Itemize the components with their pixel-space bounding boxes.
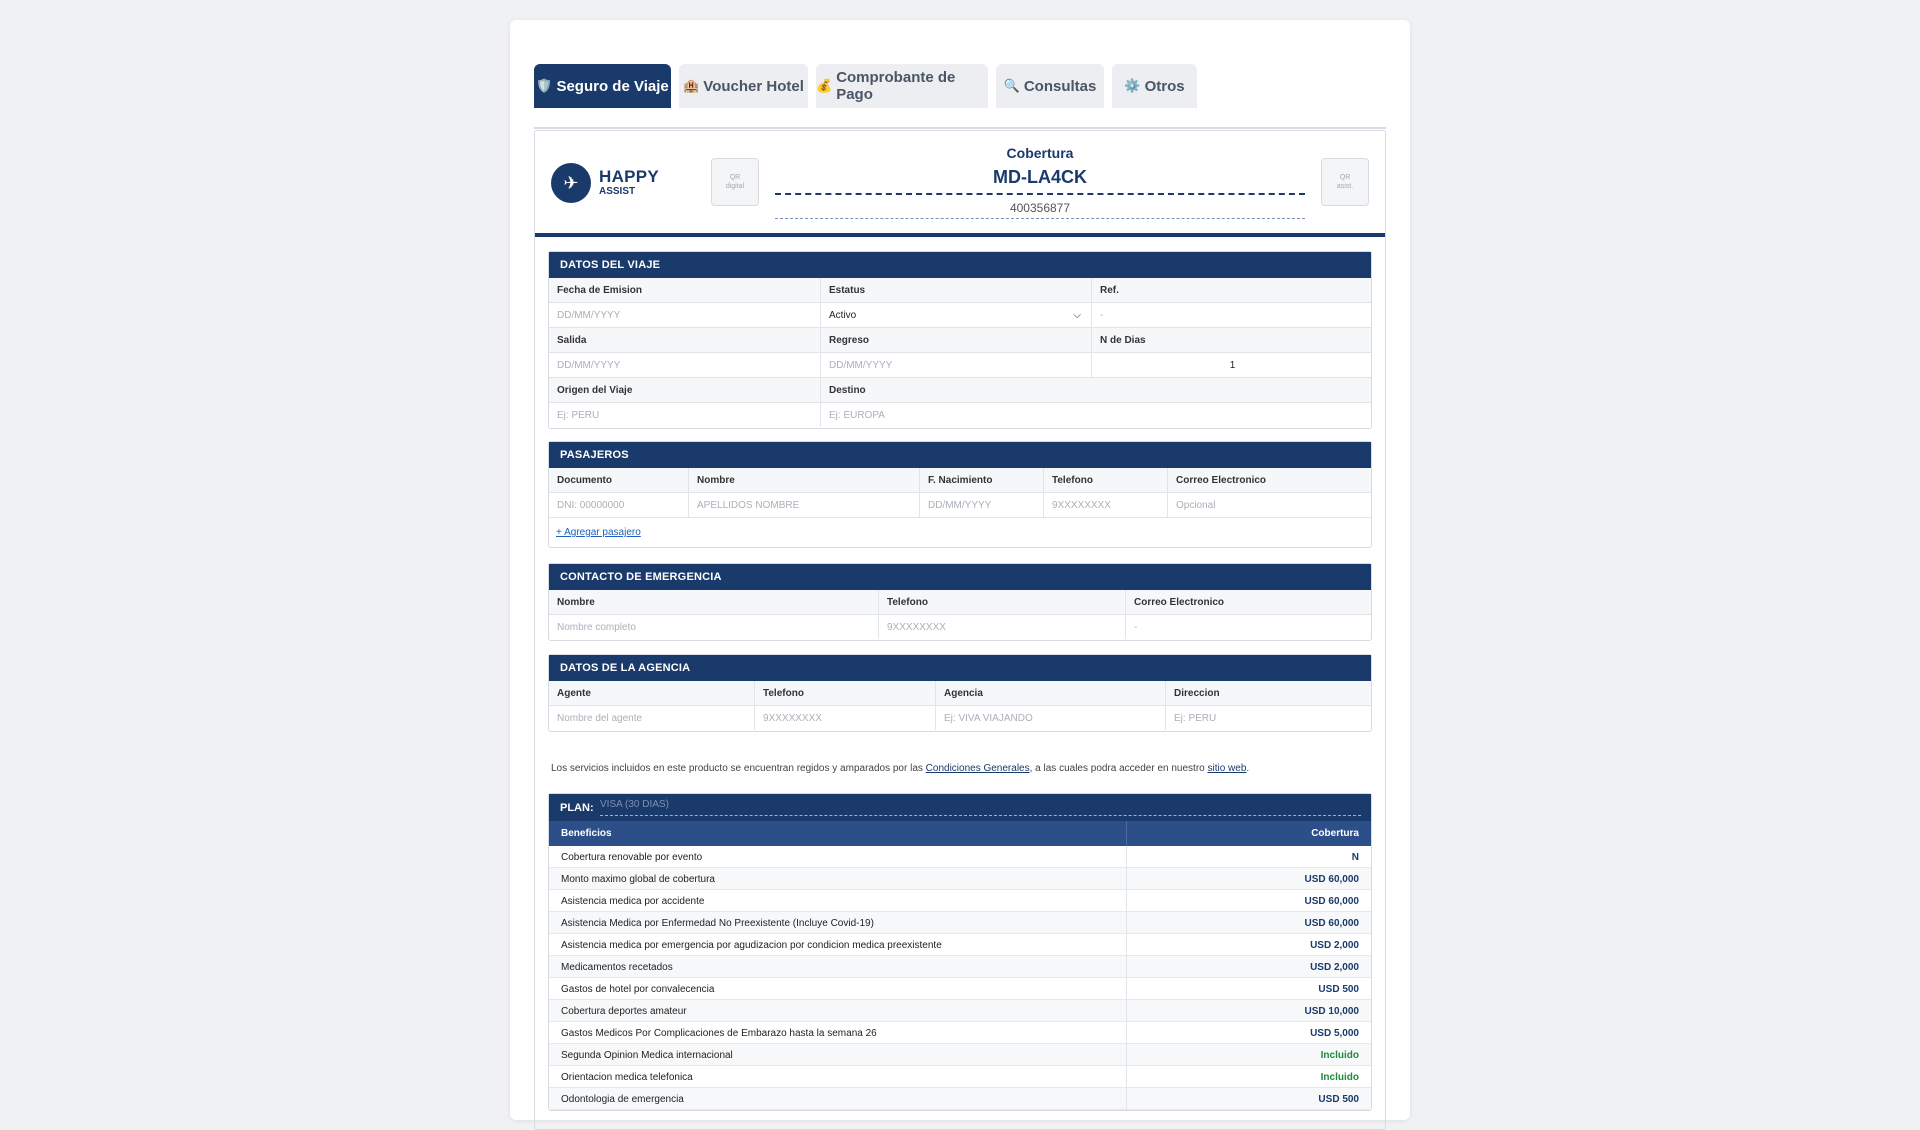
chevron-down-icon: ⌵ (1073, 309, 1081, 321)
benefit-row (549, 1088, 1371, 1110)
section-title: DATOS DEL VIAJE (549, 252, 1371, 278)
tab-seguro-de-viaje[interactable] (534, 64, 671, 108)
days-input[interactable]: 1 (1229, 359, 1236, 371)
benefit-coverage: USD 500 (1318, 984, 1359, 995)
coverage-number[interactable]: 400356877 (775, 201, 1305, 219)
tab-label: Otros (1144, 77, 1185, 95)
contact-phone-label: Telefono (879, 590, 1126, 614)
agency-name-label: Agencia (936, 681, 1166, 705)
airplane-icon: ✈ (551, 163, 591, 203)
benefit-row (549, 1044, 1371, 1066)
passenger-row (549, 493, 1371, 518)
status-value: Activo (829, 309, 857, 321)
general-conditions-link[interactable]: Condiciones Generales (925, 763, 1030, 774)
contact-name-input[interactable]: Nombre completo (549, 615, 879, 639)
tab-label: Consultas (1023, 77, 1097, 95)
passengers-section (548, 441, 1372, 548)
phone-label: Telefono (1044, 468, 1168, 492)
status-label: Estatus (821, 278, 1092, 302)
add-passenger-link[interactable]: + Agregar pasajero (556, 527, 641, 538)
destination-input[interactable]: Ej: EUROPA (829, 409, 885, 421)
origin-input[interactable]: Ej: PERU (549, 403, 821, 427)
contact-email-input[interactable]: - (1134, 621, 1138, 633)
hotel-icon: 🏨 (683, 78, 700, 93)
magnifier-icon: 🔍 (1003, 78, 1020, 93)
tab-label: Seguro de Viaje (556, 77, 669, 95)
trip-data-section (548, 251, 1372, 429)
document-card (510, 20, 1410, 1120)
benefit-name: Orientacion medica telefonica (561, 1072, 693, 1083)
website-link[interactable]: sitio web (1207, 763, 1247, 774)
benefit-name: Segunda Opinion Medica internacional (561, 1050, 733, 1061)
qr-digital-placeholder: QR digital (711, 158, 759, 206)
note-text: , a las cuales podra acceder en nuestro (1029, 763, 1208, 774)
return-input[interactable]: DD/MM/YYYY (821, 353, 1092, 377)
logo-subtitle: ASSIST (599, 186, 636, 197)
label-row (549, 681, 1371, 706)
section-title: CONTACTO DE EMERGENCIA (549, 564, 1371, 590)
benefit-row (549, 1022, 1371, 1044)
benefit-name: Cobertura renovable por evento (561, 852, 703, 863)
benefit-coverage: USD 2,000 (1310, 940, 1359, 951)
address-label: Direccion (1174, 687, 1220, 699)
tab-voucher-hotel[interactable] (679, 64, 808, 108)
benefit-coverage: USD 5,000 (1310, 1028, 1359, 1039)
birthdate-label: F. Nacimiento (920, 468, 1044, 492)
benefits-header-row (549, 821, 1371, 846)
note-text: . (1246, 763, 1250, 774)
birthdate-input[interactable]: DD/MM/YYYY (920, 493, 1044, 517)
ref-input[interactable]: - (1100, 309, 1104, 321)
plan-section (548, 793, 1372, 1111)
section-title: DATOS DE LA AGENCIA (549, 655, 1371, 681)
benefit-row (549, 1066, 1371, 1088)
benefit-coverage: USD 60,000 (1304, 896, 1359, 907)
plan-header (549, 794, 1371, 821)
tab-otros[interactable] (1112, 64, 1197, 108)
benefit-coverage: Incluido (1320, 1072, 1359, 1083)
coverage-title: Cobertura (1006, 145, 1074, 161)
benefit-coverage: Incluido (1320, 1050, 1359, 1061)
benefit-row (549, 868, 1371, 890)
input-row (549, 615, 1371, 640)
shield-icon: 🛡️ (536, 78, 553, 93)
agent-label: Agente (549, 681, 755, 705)
benefit-name: Asistencia medica por emergencia por agudizacion por condicion medica preexistente (561, 940, 942, 951)
benefit-name: Cobertura deportes amateur (561, 1006, 687, 1017)
plan-label: PLAN: (560, 801, 594, 814)
benefit-name: Medicamentos recetados (561, 962, 673, 973)
status-select[interactable] (821, 303, 1092, 327)
phone-input[interactable]: 9XXXXXXXX (1044, 493, 1168, 517)
address-input[interactable]: Ej: PERU (1174, 712, 1217, 724)
document-label: Documento (549, 468, 689, 492)
benefit-row (549, 912, 1371, 934)
benefit-row (549, 1000, 1371, 1022)
benefits-table-body (549, 846, 1371, 1110)
money-bag-icon: 💰 (816, 78, 833, 93)
coverage-column-header: Cobertura (1311, 828, 1359, 839)
departure-input[interactable]: DD/MM/YYYY (549, 353, 821, 377)
input-row (549, 403, 1371, 428)
label-row (549, 590, 1371, 615)
note-text: Los servicios incluidos en este producto se encuentran regidos y amparados por las (551, 763, 926, 774)
benefit-name: Gastos de hotel por convalecencia (561, 984, 715, 995)
email-label: Correo Electronico (1176, 474, 1267, 486)
tab-consultas[interactable] (996, 64, 1104, 108)
benefit-name: Asistencia medica por accidente (561, 896, 705, 907)
section-title: PASAJEROS (549, 442, 1371, 468)
benefits-column-header: Beneficios (561, 828, 612, 839)
name-input[interactable]: APELLIDOS NOMBRE (689, 493, 920, 517)
benefit-name: Asistencia Medica por Enfermedad No Preexistente (Incluye Covid-19) (561, 918, 874, 929)
terms-note (551, 763, 1249, 774)
benefit-row (549, 978, 1371, 1000)
voucher-header (535, 131, 1385, 237)
benefit-coverage: USD 60,000 (1304, 874, 1359, 885)
coverage-code[interactable]: MD-LA4CK (775, 167, 1305, 195)
benefit-name: Odontologia de emergencia (561, 1094, 684, 1105)
name-label: Nombre (689, 468, 920, 492)
input-row (549, 353, 1371, 378)
benefit-name: Gastos Medicos Por Complicaciones de Embarazo hasta la semana 26 (561, 1028, 877, 1039)
document-input[interactable]: DNI: 00000000 (549, 493, 689, 517)
agency-phone-input[interactable]: 9XXXXXXXX (755, 706, 936, 730)
tab-label: Voucher Hotel (703, 77, 804, 95)
tab-comprobante-de-pago[interactable] (816, 64, 988, 108)
issue-date-label: Fecha de Emision (549, 278, 821, 302)
label-row (549, 278, 1371, 303)
benefit-coverage: USD 500 (1318, 1094, 1359, 1105)
emergency-contact-section (548, 563, 1372, 641)
benefit-coverage: USD 2,000 (1310, 962, 1359, 973)
agent-input[interactable]: Nombre del agente (549, 706, 755, 730)
benefit-coverage: N (1351, 852, 1359, 863)
agency-phone-label: Telefono (755, 681, 936, 705)
return-label: Regreso (821, 328, 1092, 352)
benefit-row (549, 890, 1371, 912)
logo-title: HAPPY (599, 167, 660, 186)
benefit-row (549, 846, 1371, 868)
email-input[interactable]: Opcional (1176, 499, 1216, 511)
label-row (549, 468, 1371, 493)
benefit-row (549, 956, 1371, 978)
departure-label: Salida (549, 328, 821, 352)
benefit-coverage: USD 10,000 (1304, 1006, 1359, 1017)
plan-input[interactable]: VISA (30 DIAS) (600, 799, 1361, 816)
contact-phone-input[interactable]: 9XXXXXXXX (879, 615, 1126, 639)
benefit-coverage: USD 60,000 (1304, 918, 1359, 929)
benefit-name: Monto maximo global de cobertura (561, 874, 715, 885)
insurance-voucher (534, 130, 1386, 1130)
destination-label: Destino (829, 384, 866, 396)
origin-label: Origen del Viaje (549, 378, 821, 402)
contact-name-label: Nombre (549, 590, 879, 614)
issue-date-input[interactable]: DD/MM/YYYY (549, 303, 821, 327)
ref-label: Ref. (1100, 284, 1119, 296)
agency-section (548, 654, 1372, 732)
contact-email-label: Correo Electronico (1134, 596, 1225, 608)
benefit-row (549, 934, 1371, 956)
tab-label: Comprobante de Pago (836, 69, 956, 103)
qr-assist-placeholder: QR asist. (1321, 158, 1369, 206)
label-row (549, 328, 1371, 353)
tab-bar (534, 64, 1386, 129)
input-row (549, 706, 1371, 731)
input-row (549, 303, 1371, 328)
days-label: N de Dias (1100, 334, 1146, 346)
gear-icon: ⚙️ (1124, 78, 1141, 93)
agency-name-input[interactable]: Ej: VIVA VIAJANDO (936, 706, 1166, 730)
label-row (549, 378, 1371, 403)
